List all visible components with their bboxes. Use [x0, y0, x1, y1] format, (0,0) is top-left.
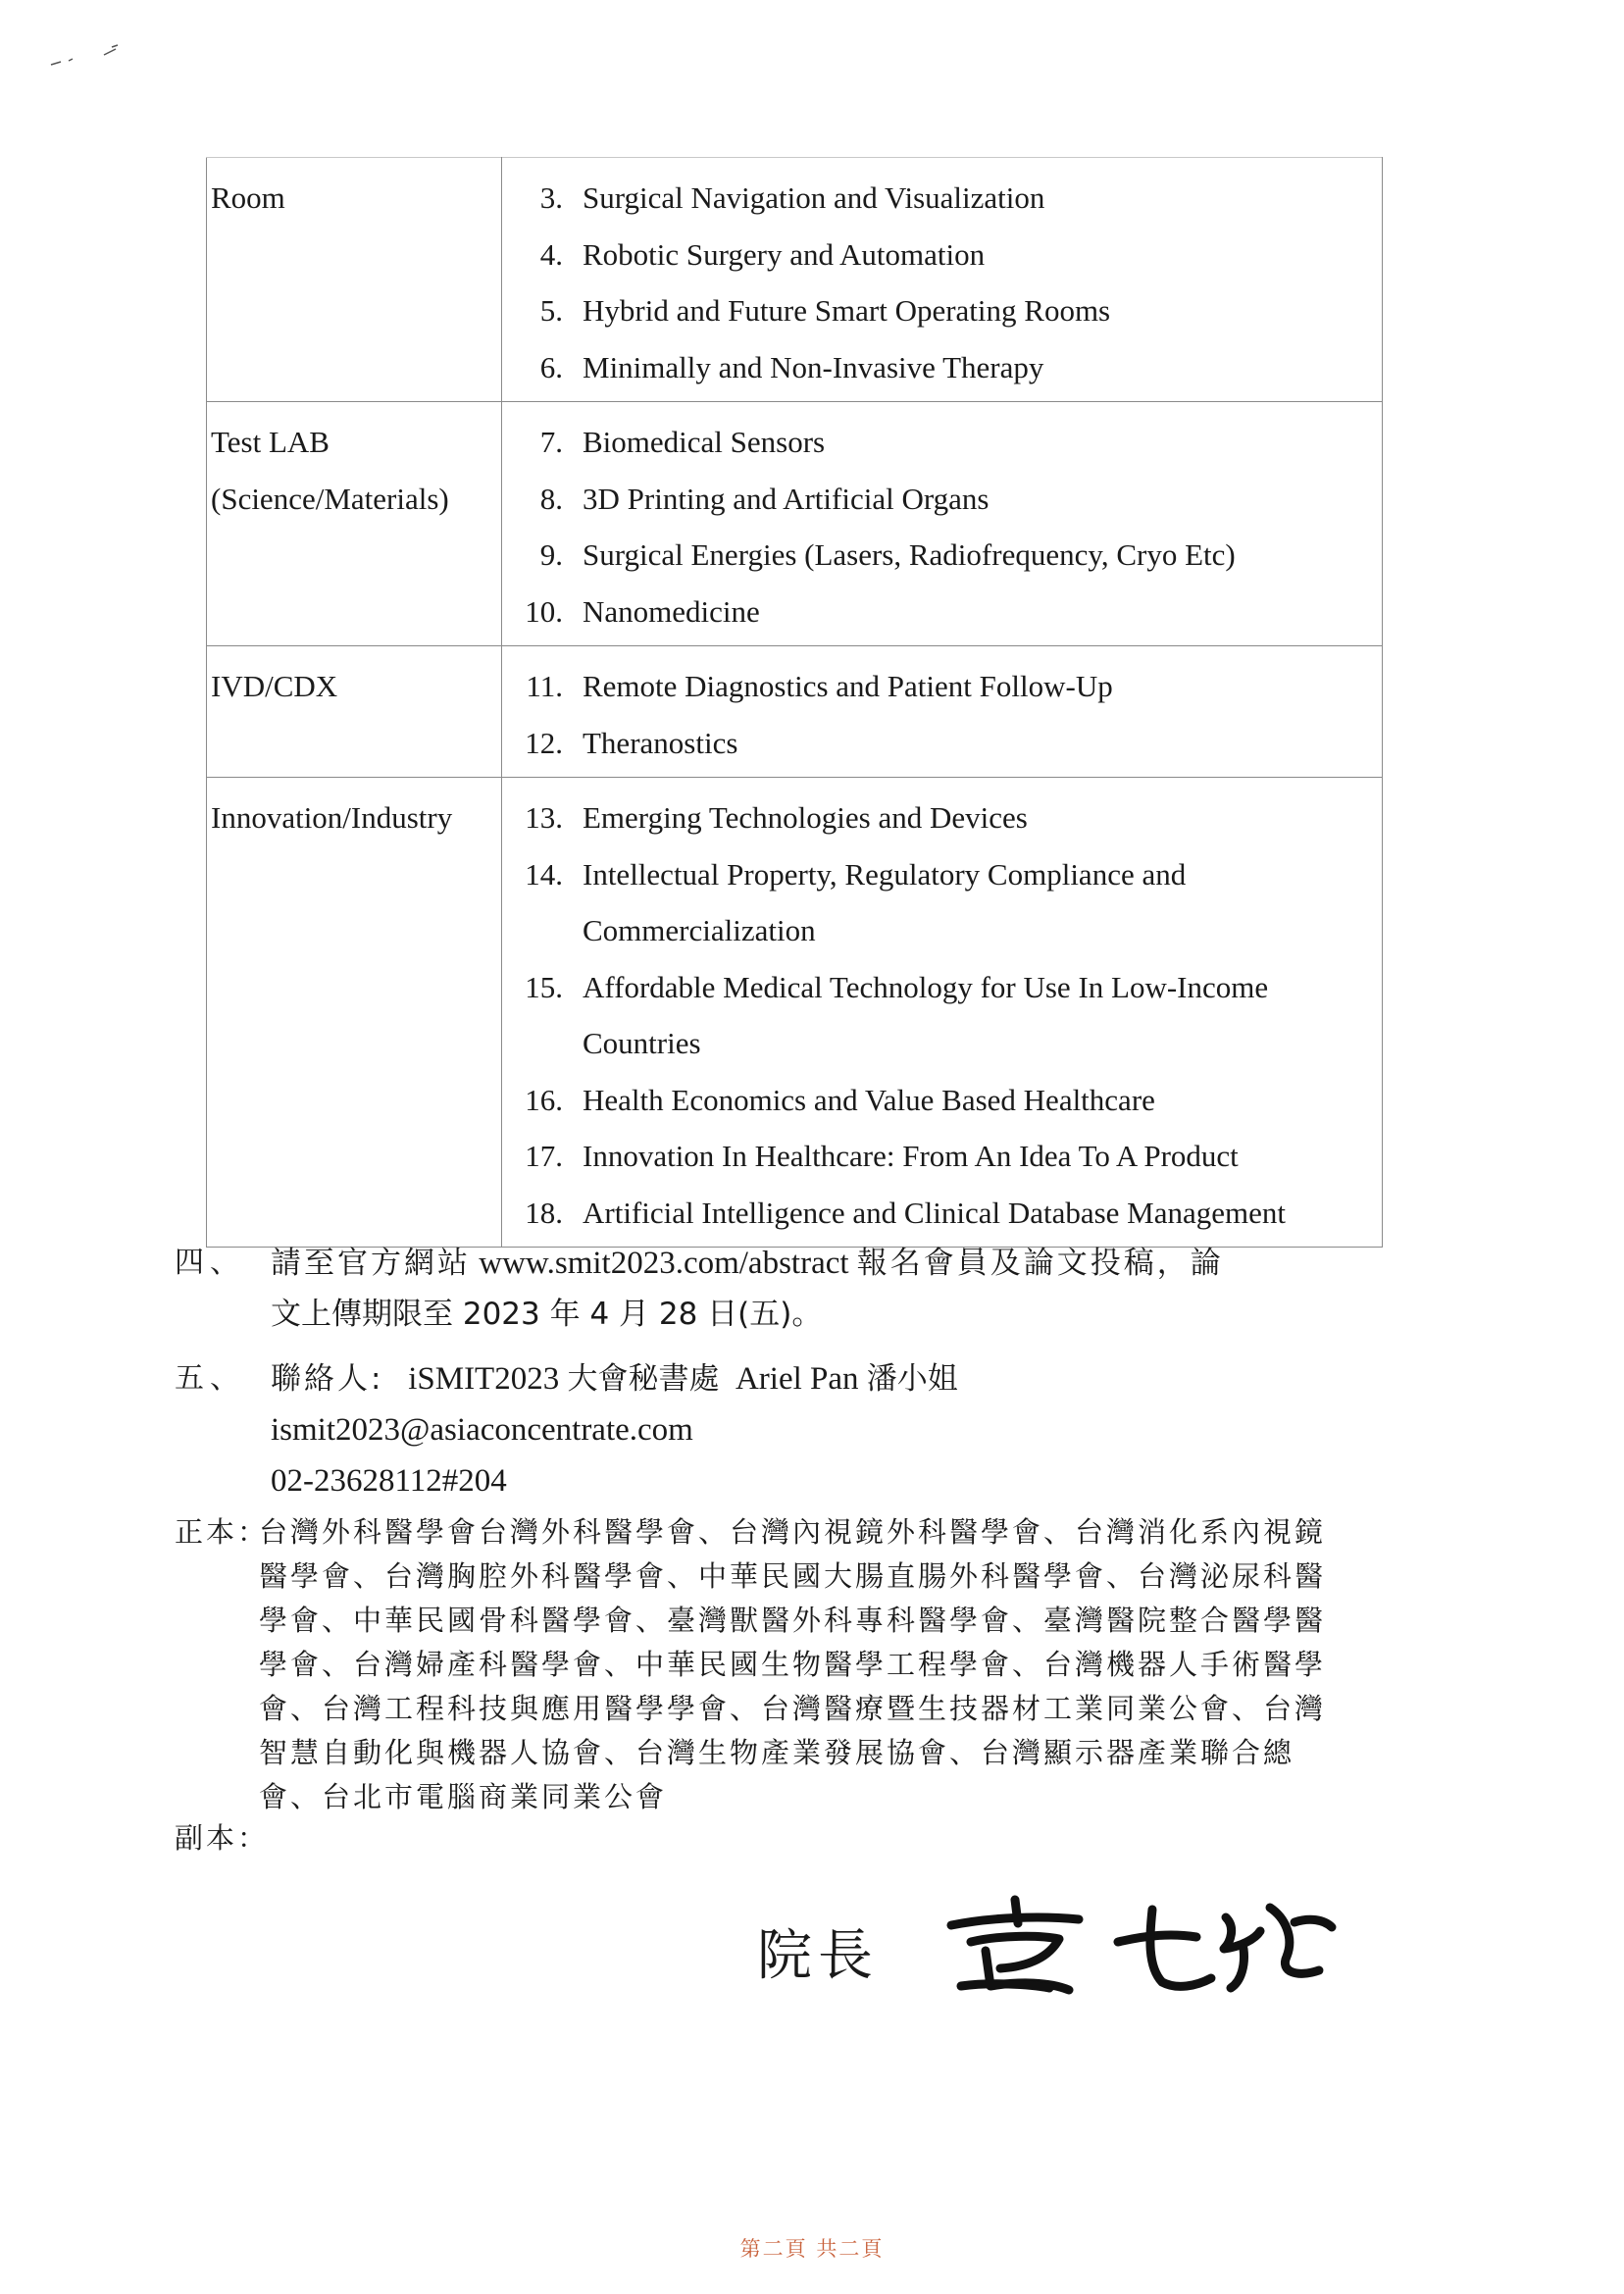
contact-office: 大會秘書處	[567, 1361, 720, 1397]
topic-text: Health Economics and Value Based Healthcare	[583, 1082, 1155, 1117]
topic-number: 14.	[525, 856, 563, 892]
topic-table	[206, 157, 1383, 1248]
topic-text: Robotic Surgery and Automation	[583, 236, 986, 272]
topic-text: Biomedical Sensors	[583, 425, 826, 459]
signatory-title: 院長	[757, 1924, 879, 1988]
topic-number	[502, 902, 583, 959]
topic-number: 15.	[525, 969, 563, 1004]
topics-cell	[502, 778, 1383, 1248]
recipient-line: 會、台北市電腦商業同業公會	[259, 1780, 668, 1813]
handwritten-signature	[932, 1888, 1344, 2001]
table-body	[207, 158, 1383, 1248]
topic-text: Minimally and Non-Invasive Therapy	[583, 349, 1044, 384]
topic-text: Intellectual Property, Regulatory Compliance and	[583, 856, 1187, 892]
topic-item	[502, 846, 1372, 903]
topic-number: 17.	[525, 1139, 563, 1173]
topic-text: Innovation In Healthcare: From An Idea To A Product	[583, 1139, 1239, 1173]
note-5	[175, 1353, 1430, 1506]
topic-text: Affordable Medical Technology for Use In Low-Income	[583, 969, 1269, 1004]
topics-cell	[502, 158, 1383, 402]
note-4-text-b: 報名會員及論文投稿，論	[856, 1246, 1224, 1281]
category-label: Test LAB	[211, 425, 330, 459]
note-5-line-1	[271, 1353, 1430, 1404]
abstract-url[interactable]: www.smit2023.com/abstract	[479, 1246, 849, 1281]
topic-number: 5.	[539, 293, 563, 328]
category-cell	[207, 402, 502, 646]
topic-text: Commercialization	[583, 913, 816, 947]
recipient-line: 學會、台灣婦產科醫學會、中華民國生物醫學工程學會、台灣機器人手術醫學	[259, 1648, 1327, 1681]
note-4	[175, 1238, 1430, 1340]
topic-number: 4.	[539, 236, 563, 272]
topics-cell	[502, 402, 1383, 646]
table-row	[207, 402, 1383, 646]
topic-item	[502, 1185, 1372, 1242]
topic-number: 18.	[525, 1195, 563, 1230]
category-label: Room	[211, 180, 285, 215]
note-4-body	[271, 1238, 1430, 1340]
topic-text: Emerging Technologies and Devices	[583, 800, 1028, 835]
topic-item	[502, 227, 1372, 283]
recipient-line: 智慧自動化與機器人協會、台灣生物產業發展協會、台灣顯示器產業聯合總	[259, 1736, 1295, 1769]
recipients-copy-label: 副本：	[175, 1821, 270, 1855]
topic-item	[502, 1072, 1372, 1129]
topic-number: 7.	[539, 425, 563, 459]
topic-text: 3D Printing and Artificial Organs	[583, 481, 990, 516]
topic-item	[502, 584, 1372, 640]
topic-item	[502, 1128, 1372, 1185]
contact-org: iSMIT2023	[408, 1361, 560, 1397]
topic-text: Surgical Navigation and Visualization	[583, 180, 1045, 215]
topic-number: 10.	[525, 593, 563, 629]
topic-item	[502, 282, 1372, 339]
topic-item	[502, 414, 1372, 471]
table-row	[207, 158, 1383, 402]
note-4-line-1	[271, 1238, 1430, 1289]
contact-label: 聯絡人:	[271, 1361, 384, 1397]
category-cell	[207, 646, 502, 778]
topic-number: 9.	[539, 537, 563, 572]
recipients-main	[175, 1510, 1430, 1819]
table-row	[207, 778, 1383, 1248]
topic-item	[502, 658, 1372, 715]
topic-item	[502, 902, 1372, 959]
scan-mark	[47, 43, 126, 73]
contact-email[interactable]: ismit2023@asiaconcentrate.com	[271, 1412, 693, 1448]
category-cell	[207, 778, 502, 1248]
topic-item	[502, 790, 1372, 846]
page-footer: 第二頁 共二頁	[739, 2237, 885, 2261]
topic-text: Countries	[583, 1026, 701, 1060]
topic-number: 3.	[539, 180, 563, 215]
topic-text: Surgical Energies (Lasers, Radiofrequency, Cryo Etc)	[583, 537, 1236, 572]
topic-number: 12.	[525, 725, 563, 760]
contact-phone: 02-23628112#204	[271, 1463, 507, 1499]
topic-number	[502, 1015, 583, 1072]
table-row	[207, 646, 1383, 778]
recipient-line: 會、台灣工程科技與應用醫學學會、台灣醫療暨生技器材工業同業公會、台灣	[259, 1692, 1327, 1725]
topic-item	[502, 527, 1372, 584]
category-cell	[207, 158, 502, 402]
category-label: Innovation/Industry	[211, 800, 453, 835]
recipients-main-label: 正本：	[175, 1515, 270, 1549]
topic-item	[502, 959, 1372, 1016]
note-4-text-a: 請至官方網站	[271, 1246, 471, 1281]
topic-item	[502, 471, 1372, 528]
note-4-line-2: 文上傳期限至 2023 年 4 月 28 日(五)。	[271, 1297, 823, 1332]
recipient-line: 醫學會、台灣胸腔外科醫學會、中華民國大腸直腸外科醫學會、台灣泌尿科醫	[259, 1559, 1327, 1593]
topic-text: Hybrid and Future Smart Operating Rooms	[583, 293, 1111, 328]
contact-name-zh: 潘小姐	[866, 1361, 958, 1397]
recipient-line: 台灣外科醫學會台灣外科醫學會、台灣內視鏡外科醫學會、台灣消化系內視鏡	[259, 1515, 1327, 1549]
category-label: IVD/CDX	[211, 669, 338, 703]
topic-item	[502, 339, 1372, 396]
topic-item	[502, 715, 1372, 772]
topic-item	[502, 1015, 1372, 1072]
topics-cell	[502, 646, 1383, 778]
note-5-label: 五、	[175, 1361, 245, 1396]
topic-number: 11.	[526, 669, 563, 703]
topic-number: 13.	[525, 800, 563, 835]
topic-number: 8.	[539, 481, 563, 516]
topic-item	[502, 170, 1372, 227]
topic-text: Remote Diagnostics and Patient Follow-Up	[583, 669, 1113, 703]
recipient-line: 學會、中華民國骨科醫學會、臺灣獸醫外科專科醫學會、臺灣醫院整合醫學醫	[259, 1604, 1327, 1637]
topic-number: 6.	[539, 349, 563, 384]
contact-name: Ariel Pan	[735, 1361, 859, 1397]
note-5-body	[271, 1353, 1430, 1506]
recipients-main-list	[259, 1510, 1430, 1819]
note-4-label: 四、	[175, 1246, 245, 1280]
topic-text: Nanomedicine	[583, 593, 760, 629]
topic-number: 16.	[525, 1082, 563, 1117]
topic-text: Theranostics	[583, 725, 738, 760]
category-label: (Science/Materials)	[211, 481, 449, 516]
topic-text: Artificial Intelligence and Clinical Database Management	[583, 1195, 1287, 1230]
